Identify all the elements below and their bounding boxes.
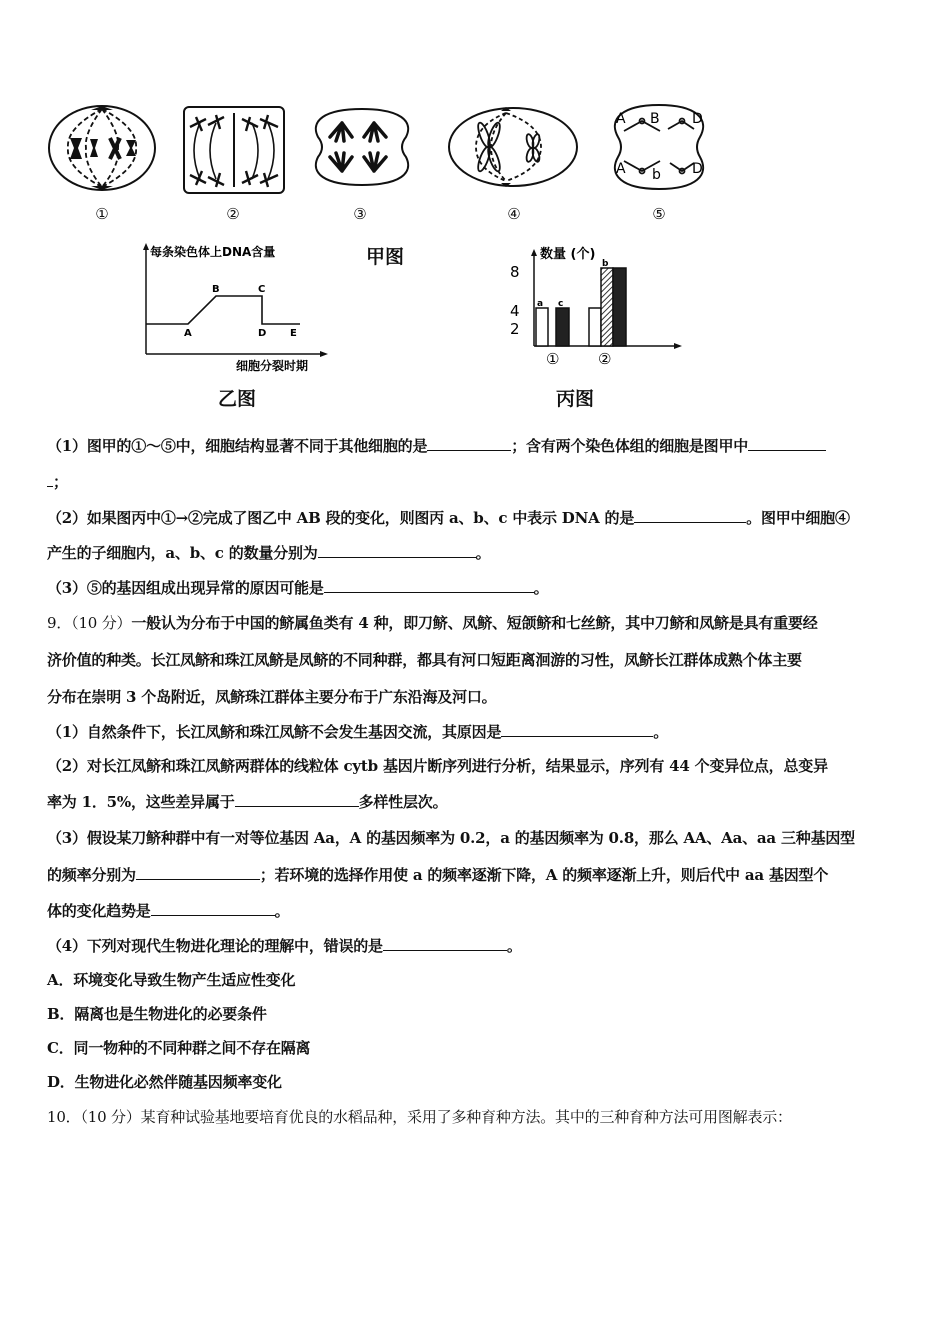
q9-part3-line2: 的频率分别为 ；若环境的选择作用使 a 的频率逐渐下降，A 的频率逐渐上升，则后代中 aa 基因型个 bbox=[47, 866, 829, 884]
bar-g2-a bbox=[589, 308, 601, 346]
figure-yi-chart bbox=[140, 240, 340, 375]
q9-part4: （4）下列对现代生物进化理论的理解中，错误的是 。 bbox=[47, 937, 522, 955]
figure-jia bbox=[40, 95, 740, 230]
figure-bing-caption: 丙图 bbox=[556, 388, 595, 410]
answer-blank[interactable] bbox=[235, 792, 359, 807]
q8-part2-line2: 产生的子细胞内，a、b、c 的数量分别为 。 bbox=[47, 544, 491, 562]
bar-g1-a bbox=[536, 308, 548, 346]
q10-intro: 10．（10 分）某育种试验基地要培育优良的水稻品种，采用了多种育种方法。其中的三种育种方法可用图解表示： bbox=[47, 1108, 792, 1126]
cell-2-label: ② bbox=[226, 205, 240, 223]
gene-D-top: D bbox=[692, 111, 703, 127]
point-E: E bbox=[290, 328, 297, 339]
option-B[interactable]: B．隔离也是生物进化的必要条件 bbox=[47, 1005, 267, 1023]
answer-blank[interactable] bbox=[748, 436, 826, 451]
yi-ylabel: 每条染色体上DNA含量 bbox=[150, 245, 276, 259]
ytick-2: 2 bbox=[510, 320, 520, 338]
cell-3-label: ③ bbox=[353, 205, 367, 223]
answer-blank[interactable] bbox=[383, 936, 507, 951]
q8-part3: （3）⑤的基因组成出现异常的原因可能是 。 bbox=[47, 579, 549, 597]
q9-intro-line2: 济价值的种类。长江凤鲚和珠江凤鲚是凤鲚的不同种群，都具有河口短距离洄游的习性，凤鲚长江群体成熟个体主要 bbox=[47, 651, 802, 669]
cell-2-diagram bbox=[182, 105, 286, 195]
figure-yi-caption: 乙图 bbox=[218, 388, 257, 410]
point-D: D bbox=[258, 328, 267, 339]
gene-B-top: B bbox=[650, 111, 660, 127]
bar-g1-c bbox=[556, 308, 569, 346]
option-C[interactable]: C．同一物种的不同种群之间不存在隔离 bbox=[47, 1039, 311, 1057]
answer-blank[interactable] bbox=[324, 578, 534, 593]
yi-xlabel: 细胞分裂时期 bbox=[236, 359, 309, 373]
cell-5-label: ⑤ bbox=[652, 205, 666, 223]
cell-1-label: ① bbox=[95, 205, 109, 223]
point-A: A bbox=[184, 328, 192, 339]
q9-part2-line1: （2）对长江凤鲚和珠江凤鲚两群体的线粒体 cytb 基因片断序列进行分析，结果显示，序列有 44 个变异位点，总变异 bbox=[47, 757, 828, 775]
gene-A-top: A bbox=[616, 111, 626, 127]
option-A[interactable]: A．环境变化导致生物产生适应性变化 bbox=[47, 971, 296, 989]
cell-5-diagram bbox=[610, 101, 708, 193]
cell-3-diagram bbox=[312, 105, 412, 189]
ytick-4: 4 bbox=[510, 302, 520, 320]
q9-part1: （1）自然条件下，长江凤鲚和珠江凤鲚不会发生基因交流，其原因是 。 bbox=[47, 723, 669, 741]
group-2-label: ② bbox=[598, 350, 612, 368]
option-D[interactable]: D．生物进化必然伴随基因频率变化 bbox=[47, 1073, 282, 1091]
cell-4-label: ④ bbox=[507, 205, 521, 223]
q8-part1-line1: （1）图甲的①～⑤中，细胞结构显著不同于其他细胞的是 ；含有两个染色体组的细胞是图甲中 bbox=[47, 436, 826, 456]
answer-blank[interactable] bbox=[136, 865, 260, 880]
figure-jia-caption: 甲图 bbox=[366, 246, 405, 268]
group-1-label: ① bbox=[546, 350, 560, 368]
bar-g2-b bbox=[601, 268, 613, 346]
answer-blank[interactable] bbox=[634, 508, 746, 523]
q9-part3-line1: （3）假设某刀鲚种群中有一对等位基因 Aa，A 的基因频率为 0.2，a 的基因频率为 0.8，那么 AA、Aa、aa 三种基因型 bbox=[47, 829, 855, 847]
point-B: B bbox=[212, 284, 220, 295]
cell-4-diagram bbox=[446, 105, 580, 189]
q9-intro-line1: 9．（10 分）一般认为分布于中国的鲚属鱼类有 4 种，即刀鲚、凤鲚、短颌鲚和七丝鲚，其中刀鲚和凤鲚是具有重要经 bbox=[47, 614, 818, 632]
q9-part2-line2: 率为 1．5%，这些差异属于 多样性层次。 bbox=[47, 793, 448, 811]
answer-blank[interactable] bbox=[501, 722, 653, 737]
q9-part3-line3: 体的变化趋势是 。 bbox=[47, 902, 290, 920]
bar-label-b: b bbox=[602, 259, 609, 269]
answer-blank[interactable] bbox=[151, 901, 275, 916]
bar-label-c: c bbox=[558, 299, 564, 309]
gene-b-bottom: b bbox=[652, 167, 661, 183]
q8-part2-line1: （2）如果图丙中①→②完成了图乙中 AB 段的变化，则图丙 a、b、c 中表示 DNA 的是 。图甲中细胞④ bbox=[47, 509, 850, 527]
q8-part1-line2: ； bbox=[47, 472, 68, 492]
figure-bing-chart bbox=[500, 240, 690, 370]
bar-g2-c bbox=[613, 268, 626, 346]
gene-A-bottom: A bbox=[616, 161, 626, 177]
bing-ylabel: 数量 (个) bbox=[540, 247, 596, 262]
question-number: 9．（10 分） bbox=[47, 614, 132, 632]
answer-blank[interactable] bbox=[427, 436, 511, 451]
ytick-8: 8 bbox=[510, 263, 520, 281]
gene-D-bottom: D bbox=[692, 161, 703, 177]
point-C: C bbox=[258, 284, 266, 295]
q9-intro-line3: 分布在崇明 3 个岛附近，凤鲚珠江群体主要分布于广东沿海及河口。 bbox=[47, 688, 497, 706]
answer-blank[interactable] bbox=[318, 543, 476, 558]
cell-1-diagram bbox=[46, 103, 158, 193]
bar-label-a: a bbox=[537, 299, 544, 309]
